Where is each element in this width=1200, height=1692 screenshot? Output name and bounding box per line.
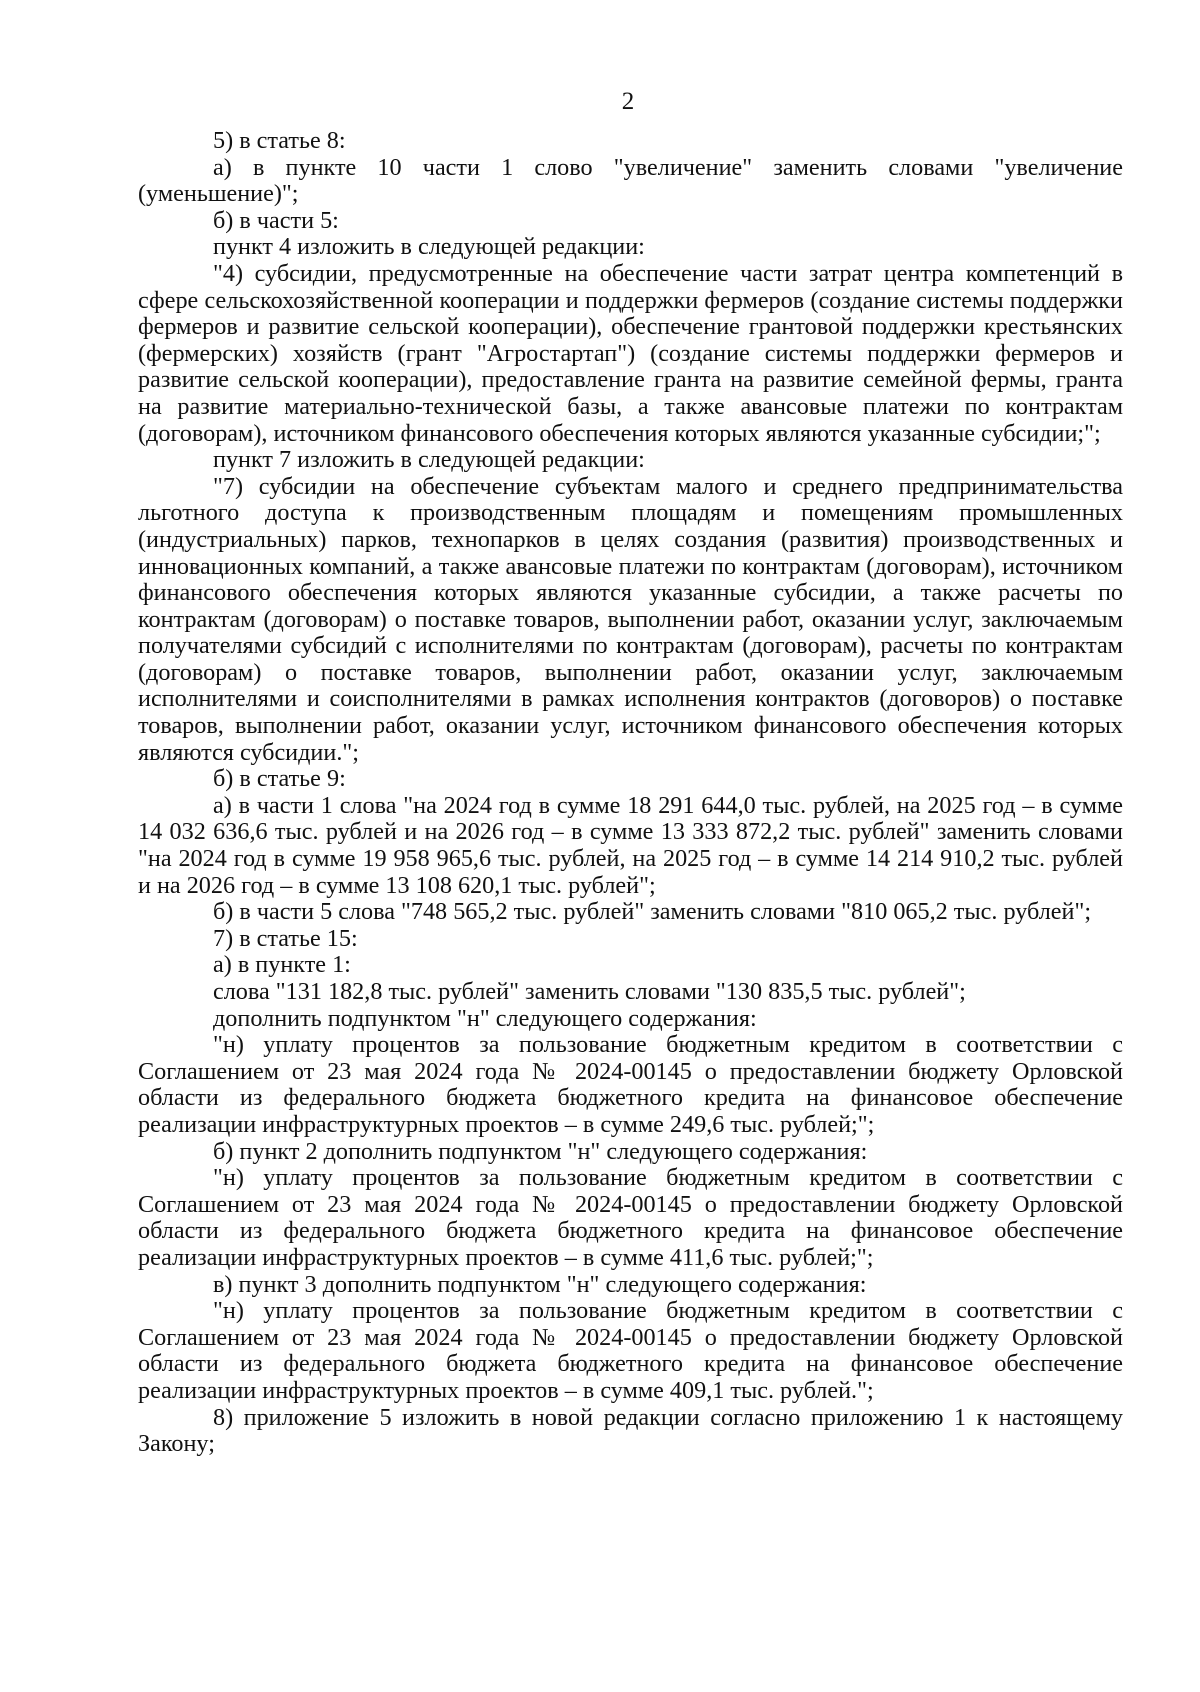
- paragraph: "н) уплату процентов за пользование бюджетным кредитом в соответствии с Соглашением от 23 мая 2024 года № 2024-00145 о предоставлении бюджету Орловской области из федерального бюджета бюджетного кредита на финансовое обеспечение реализации инфраструктурных проектов – в сумме 249,6 тыс. рублей;";: [138, 1031, 1123, 1138]
- paragraph: слова "131 182,8 тыс. рублей" заменить словами "130 835,5 тыс. рублей";: [213, 978, 966, 1005]
- paragraph: пункт 7 изложить в следующей редакции:: [213, 446, 645, 474]
- paragraph: а) в части 1 слова "на 2024 год в сумме 18 291 644,0 тыс. рублей, на 2025 год – в сумме 14 032 636,6 тыс. рублей и на 2026 год – в сумме 13 333 872,2 тыс. рублей" заменить словами "на 2024 год в сумме 19 958 965,6 тыс. рублей, на 2025 год – в сумме 14 214 910,2 тыс. рублей и на 2026 год – в сумме 13 108 620,1 тыс. рублей";: [138, 791, 1123, 899]
- paragraph: б) пункт 2 дополнить подпунктом "н" следующего содержания:: [213, 1137, 868, 1165]
- paragraph: "7) субсидии на обеспечение субъектам малого и среднего предпринимательства льготного доступа к производственным площадям и помещениям промышленных (индустриальных) парков, технопарков в целях создания (развития) производственных и инновационных компаний, а также авансовые платежи по контрактам (договорам), источником финансового обеспечения которых являются указанные субсидии, а также расчеты по контрактам (договорам) о поставке товаров, выполнении работ, оказании услуг, заключаемым получателями субсидий с исполнителями по контрактам (договорам), расчеты по контрактам (договорам) о поставке товаров, выполнении работ, оказании услуг, заключаемым исполнителями и соисполнителями в рамках исполнения контрактов (договоров) о поставке товаров, выполнении работ, оказании услуг, источником финансового обеспечения которых являются субсидии.";: [138, 472, 1123, 766]
- paragraph: в) пункт 3 дополнить подпунктом "н" следующего содержания:: [213, 1270, 867, 1298]
- paragraph: пункт 4 изложить в следующей редакции:: [213, 233, 645, 261]
- paragraph: а) в пункте 1:: [213, 951, 351, 979]
- page-number: 2: [621, 88, 635, 115]
- paragraph: 7) в статье 15:: [213, 924, 358, 952]
- paragraph: а) в пункте 10 части 1 слово "увеличение" заменить словами "увеличение (уменьшение)";: [138, 153, 1123, 208]
- paragraph: 5) в статье 8:: [213, 127, 346, 154]
- paragraph: 8) приложение 5 изложить в новой редакции согласно приложению 1 к настоящему Закону;: [138, 1403, 1123, 1458]
- paragraph: дополнить подпунктом "н" следующего содержания:: [213, 1004, 757, 1032]
- paragraph: б) в части 5 слова "748 565,2 тыс. рублей" заменить словами "810 065,2 тыс. рублей";: [213, 898, 1092, 926]
- paragraph: б) в статье 9:: [213, 765, 346, 793]
- paragraph: "н) уплату процентов за пользование бюджетным кредитом в соответствии с Соглашением от 23 мая 2024 года № 2024-00145 о предоставлении бюджету Орловской области из федерального бюджета бюджетного кредита на финансовое обеспечение реализации инфраструктурных проектов – в сумме 409,1 тыс. рублей.";: [138, 1297, 1123, 1404]
- document-body: [138, 128, 1123, 1458]
- paragraph: "н) уплату процентов за пользование бюджетным кредитом в соответствии с Соглашением от 23 мая 2024 года № 2024-00145 о предоставлении бюджету Орловской области из федерального бюджета бюджетного кредита на финансовое обеспечение реализации инфраструктурных проектов – в сумме 411,6 тыс. рублей;";: [138, 1164, 1123, 1271]
- paragraph: "4) субсидии, предусмотренные на обеспечение части затрат центра компетенций в сфере сельскохозяйственной кооперации и поддержки фермеров (создание системы поддержки фермеров и развитие сельской кооперации), обеспечение грантовой поддержки крестьянских (фермерских) хозяйств (грант "Агростартап") (создание системы поддержки фермеров и развитие сельской кооперации), предоставление гранта на развитие семейной фермы, гранта на развитие материально-технической базы, а также авансовые платежи по контрактам (договорам), источником финансового обеспечения которых являются указанные субсидии;";: [138, 259, 1123, 447]
- paragraph: б) в части 5:: [213, 206, 339, 234]
